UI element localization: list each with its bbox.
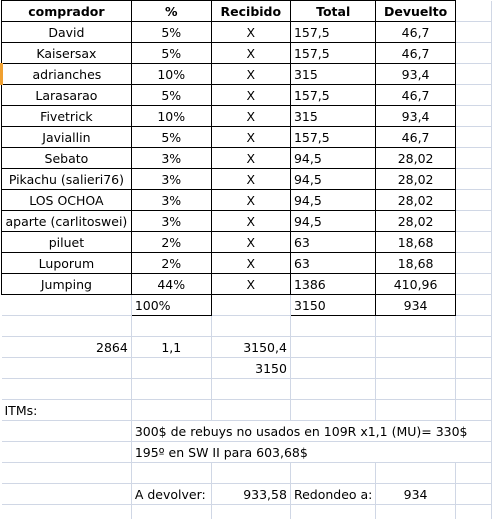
calc-factor-cell[interactable]: 1,1 — [131, 337, 211, 358]
percent-cell[interactable]: 2% — [131, 253, 211, 274]
total-cell[interactable]: 157,5 — [290, 85, 375, 106]
total-cell[interactable]: 157,5 — [290, 22, 375, 43]
empty-cell[interactable] — [455, 106, 491, 127]
empty-cell[interactable] — [290, 400, 375, 421]
refund-cell[interactable]: 46,7 — [376, 43, 455, 64]
refund-value[interactable]: 933,58 — [211, 484, 290, 505]
total-cell[interactable]: 157,5 — [290, 127, 375, 148]
percent-cell[interactable]: 10% — [131, 106, 211, 127]
empty-cell[interactable] — [290, 316, 375, 337]
header-recibido[interactable]: Recibido — [211, 1, 290, 22]
empty-cell[interactable] — [376, 400, 455, 421]
received-cell[interactable]: X — [211, 148, 290, 169]
empty-cell[interactable] — [455, 127, 491, 148]
received-cell[interactable]: X — [211, 211, 290, 232]
empty-cell[interactable] — [376, 379, 455, 400]
table-row — [2, 274, 492, 295]
empty-cell[interactable] — [2, 421, 132, 442]
table-row — [2, 190, 492, 211]
empty-cell[interactable] — [2, 442, 132, 463]
empty-cell[interactable] — [455, 1, 491, 22]
empty-cell[interactable] — [455, 22, 491, 43]
empty-cell[interactable] — [2, 295, 132, 316]
total-cell[interactable]: 94,5 — [290, 211, 375, 232]
empty-cell[interactable] — [131, 463, 211, 484]
empty-cell[interactable] — [455, 505, 491, 519]
total-cell[interactable]: 94,5 — [290, 169, 375, 190]
itms-line-1[interactable]: 300$ de rebuys no usados en 109R x1,1 (MU)= 330$ — [131, 421, 491, 442]
table-row — [2, 232, 492, 253]
calc-value-cell[interactable]: 2864 — [2, 337, 132, 358]
empty-cell[interactable] — [290, 358, 375, 379]
empty-cell[interactable] — [376, 316, 455, 337]
buyer-name-cell[interactable]: Sebato — [2, 148, 132, 169]
empty-cell[interactable] — [455, 379, 491, 400]
received-cell[interactable]: X — [211, 253, 290, 274]
empty-cell[interactable] — [455, 274, 491, 295]
percent-cell[interactable]: 5% — [131, 22, 211, 43]
empty-cell[interactable] — [290, 337, 375, 358]
percent-cell[interactable]: 5% — [131, 43, 211, 64]
table-row — [2, 295, 492, 316]
grand-refund-cell[interactable]: 934 — [376, 295, 455, 316]
received-cell[interactable]: X — [211, 85, 290, 106]
percent-cell[interactable]: 3% — [131, 211, 211, 232]
refund-cell[interactable]: 46,7 — [376, 22, 455, 43]
empty-cell[interactable] — [455, 484, 491, 505]
table-row — [2, 43, 492, 64]
empty-cell[interactable] — [131, 505, 211, 519]
table-row — [2, 148, 492, 169]
table-row — [2, 253, 492, 274]
buyer-name-cell[interactable]: adrianches — [2, 64, 132, 85]
refund-label[interactable]: A devolver: — [131, 484, 211, 505]
empty-cell[interactable] — [455, 253, 491, 274]
buyer-name-cell[interactable]: Javiallin — [2, 127, 132, 148]
round-value[interactable]: 934 — [376, 484, 455, 505]
buyer-name-cell[interactable]: aparte (carlitoswei) — [2, 211, 132, 232]
received-cell[interactable]: X — [211, 190, 290, 211]
empty-cell[interactable] — [131, 379, 211, 400]
buyer-name-cell[interactable]: David — [2, 22, 132, 43]
refund-cell[interactable]: 18,68 — [376, 232, 455, 253]
table-row — [2, 85, 492, 106]
empty-cell[interactable] — [2, 358, 132, 379]
round-label[interactable]: Redondeo a: — [290, 484, 375, 505]
empty-cell[interactable] — [2, 505, 132, 519]
table-row — [2, 337, 492, 358]
empty-cell[interactable] — [455, 358, 491, 379]
table-row — [2, 400, 492, 421]
empty-cell[interactable] — [211, 379, 290, 400]
buyer-name-cell[interactable]: Larasarao — [2, 85, 132, 106]
empty-cell[interactable] — [211, 505, 290, 519]
total-cell[interactable]: 315 — [290, 106, 375, 127]
empty-cell[interactable] — [2, 463, 132, 484]
buyer-name-cell[interactable]: Jumping — [2, 274, 132, 295]
percent-cell[interactable]: 3% — [131, 148, 211, 169]
empty-cell[interactable] — [131, 316, 211, 337]
buyer-name-cell[interactable]: Luporum — [2, 253, 132, 274]
empty-cell[interactable] — [290, 379, 375, 400]
empty-cell[interactable] — [455, 337, 491, 358]
table-row — [2, 316, 492, 337]
empty-cell[interactable] — [376, 463, 455, 484]
percent-cell[interactable]: 5% — [131, 85, 211, 106]
grand-total-cell[interactable]: 3150 — [290, 295, 375, 316]
calc-result-cell[interactable]: 3150,4 — [211, 337, 290, 358]
empty-cell[interactable] — [455, 295, 491, 316]
total-cell[interactable]: 63 — [290, 232, 375, 253]
refund-cell[interactable]: 46,7 — [376, 127, 455, 148]
percent-cell[interactable]: 3% — [131, 169, 211, 190]
empty-cell[interactable] — [211, 400, 290, 421]
empty-cell[interactable] — [2, 316, 132, 337]
empty-cell[interactable] — [211, 316, 290, 337]
total-cell[interactable]: 94,5 — [290, 190, 375, 211]
total-percent-cell[interactable]: 100% — [131, 295, 211, 316]
buyer-name-cell[interactable]: Fivetrick — [2, 106, 132, 127]
refund-cell[interactable]: 93,4 — [376, 106, 455, 127]
total-cell[interactable]: 1386 — [290, 274, 375, 295]
table-row — [2, 211, 492, 232]
empty-cell[interactable] — [455, 400, 491, 421]
calc-rounded-cell[interactable]: 3150 — [211, 358, 290, 379]
refund-cell[interactable]: 18,68 — [376, 253, 455, 274]
percent-cell[interactable]: 3% — [131, 190, 211, 211]
header-percent[interactable]: % — [131, 1, 211, 22]
refund-cell[interactable]: 28,02 — [376, 190, 455, 211]
itms-line-2[interactable]: 195º en SW II para 603,68$ — [131, 442, 491, 463]
header-comprador[interactable]: comprador — [2, 1, 132, 22]
refund-cell[interactable]: 28,02 — [376, 148, 455, 169]
received-cell[interactable]: X — [211, 169, 290, 190]
table-row — [2, 22, 492, 43]
table-row — [2, 379, 492, 400]
table-row — [2, 505, 492, 519]
empty-cell[interactable] — [455, 64, 491, 85]
empty-cell[interactable] — [290, 463, 375, 484]
percent-cell[interactable]: 5% — [131, 127, 211, 148]
refund-cell[interactable]: 93,4 — [376, 64, 455, 85]
buyer-name-cell[interactable]: piluet — [2, 232, 132, 253]
buyer-name-cell[interactable]: Kaisersax — [2, 43, 132, 64]
refund-cell[interactable]: 46,7 — [376, 85, 455, 106]
received-cell[interactable]: X — [211, 127, 290, 148]
received-cell[interactable]: X — [211, 106, 290, 127]
total-cell[interactable]: 157,5 — [290, 43, 375, 64]
table-row — [2, 484, 492, 505]
empty-cell[interactable] — [131, 400, 211, 421]
total-cell[interactable]: 315 — [290, 64, 375, 85]
received-cell[interactable]: X — [211, 274, 290, 295]
received-cell[interactable]: X — [211, 22, 290, 43]
empty-cell[interactable] — [131, 358, 211, 379]
table-row — [2, 106, 492, 127]
header-devuelto[interactable]: Devuelto — [376, 1, 455, 22]
empty-cell[interactable] — [455, 232, 491, 253]
empty-cell[interactable] — [455, 316, 491, 337]
empty-cell[interactable] — [455, 148, 491, 169]
empty-cell[interactable] — [376, 337, 455, 358]
empty-cell[interactable] — [376, 358, 455, 379]
received-cell[interactable]: X — [211, 232, 290, 253]
table-row — [2, 127, 492, 148]
table-row — [2, 64, 492, 85]
refund-cell[interactable]: 28,02 — [376, 169, 455, 190]
buyer-name-cell[interactable]: Pikachu (salieri76) — [2, 169, 132, 190]
received-cell[interactable]: X — [211, 64, 290, 85]
total-cell[interactable]: 63 — [290, 253, 375, 274]
percent-cell[interactable]: 44% — [131, 274, 211, 295]
empty-cell[interactable] — [376, 505, 455, 519]
table-row — [2, 169, 492, 190]
empty-cell[interactable] — [2, 484, 132, 505]
refund-cell[interactable]: 28,02 — [376, 211, 455, 232]
empty-cell[interactable] — [455, 211, 491, 232]
itms-label[interactable]: ITMs: — [2, 400, 132, 421]
empty-cell[interactable] — [211, 463, 290, 484]
empty-cell[interactable] — [455, 169, 491, 190]
table-row — [2, 442, 492, 463]
empty-cell[interactable] — [2, 379, 132, 400]
header-row — [2, 1, 492, 22]
empty-cell[interactable] — [290, 505, 375, 519]
buyer-name-cell[interactable]: LOS OCHOA — [2, 190, 132, 211]
empty-cell[interactable] — [455, 463, 491, 484]
percent-cell[interactable]: 2% — [131, 232, 211, 253]
table-row — [2, 358, 492, 379]
empty-cell[interactable] — [455, 190, 491, 211]
percent-cell[interactable]: 10% — [131, 64, 211, 85]
table-row — [2, 463, 492, 484]
received-cell[interactable]: X — [211, 43, 290, 64]
empty-cell[interactable] — [455, 85, 491, 106]
empty-cell[interactable] — [211, 295, 290, 316]
total-cell[interactable]: 94,5 — [290, 148, 375, 169]
header-total[interactable]: Total — [290, 1, 375, 22]
empty-cell[interactable] — [455, 43, 491, 64]
table-row — [2, 421, 492, 442]
refund-cell[interactable]: 410,96 — [376, 274, 455, 295]
